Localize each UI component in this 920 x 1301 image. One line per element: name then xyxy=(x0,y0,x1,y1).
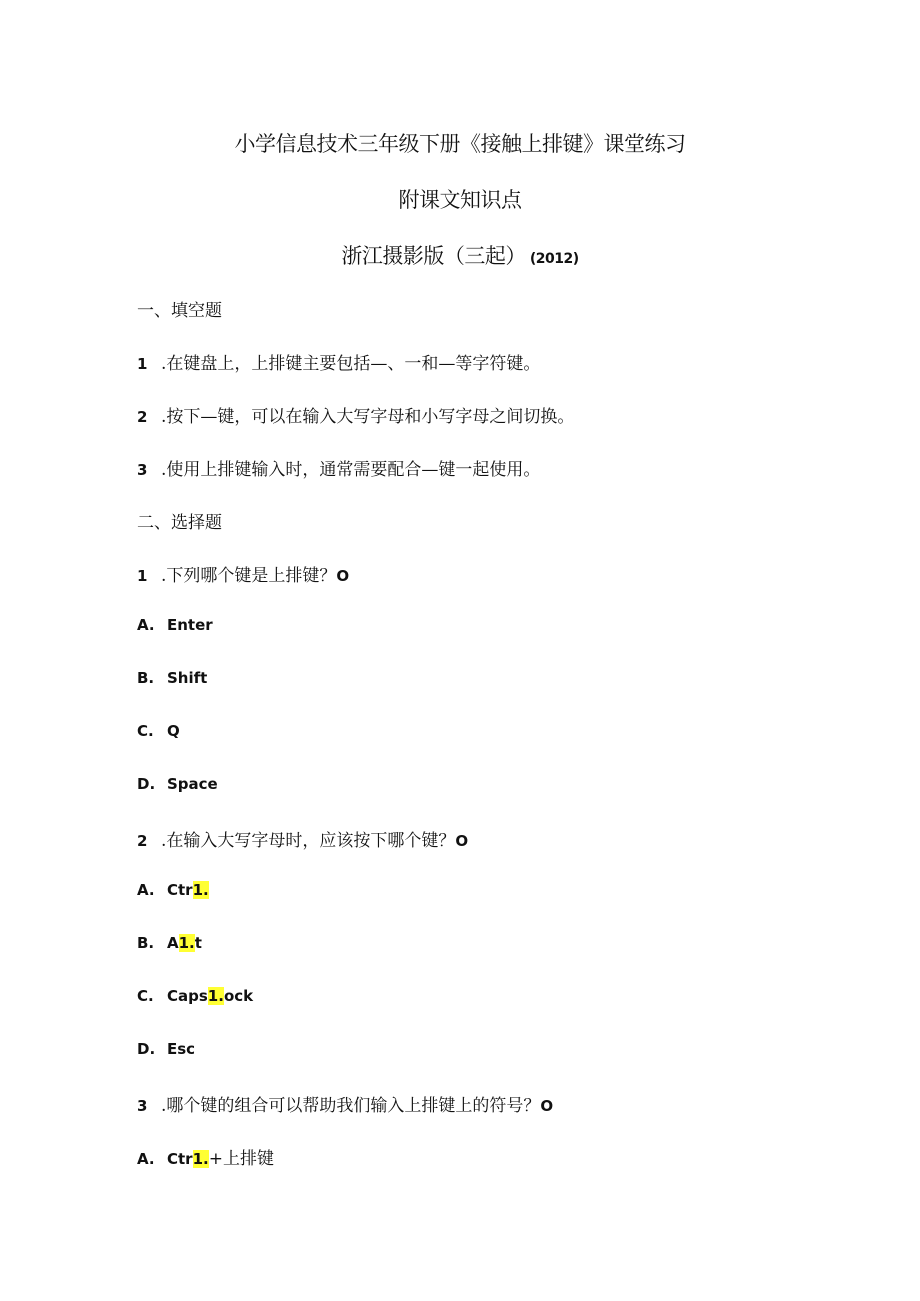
fill-blank-item xyxy=(137,402,574,427)
option-letter: A. xyxy=(137,1150,155,1168)
question-text: .哪个键的组合可以帮助我们输入上排键上的符号？ xyxy=(161,1096,541,1116)
option-letter: B. xyxy=(137,669,155,687)
option-letter: D. xyxy=(137,1040,156,1058)
option-text-pre: Esc xyxy=(167,1040,196,1058)
question-number: 2 xyxy=(137,832,148,850)
option-a xyxy=(137,1144,274,1169)
option-letter: B. xyxy=(137,934,155,952)
document-edition xyxy=(0,240,920,270)
answer-blank-mark: O xyxy=(540,1097,554,1115)
item-text: .在键盘上，上排键主要包括—、一和—等字符键。 xyxy=(161,354,541,374)
fill-blank-item xyxy=(137,349,540,374)
fill-blank-item xyxy=(137,455,540,480)
option-text-post: +上排键 xyxy=(208,1149,274,1169)
option-d xyxy=(137,775,218,793)
option-b xyxy=(137,669,207,687)
option-text-post: ock xyxy=(223,987,254,1005)
option-c xyxy=(137,722,180,740)
highlighted-text: 1. xyxy=(192,881,209,899)
option-text-pre: Ctr xyxy=(167,1150,193,1168)
question-text: .下列哪个键是上排键？ xyxy=(161,566,337,586)
answer-blank-mark: O xyxy=(455,832,469,850)
highlighted-text: 1. xyxy=(178,934,195,952)
section-heading-choice: 二、选择题 xyxy=(137,513,222,533)
item-number: 1 xyxy=(137,355,148,373)
item-text: .按下—键，可以在输入大写字母和小写字母之间切换。 xyxy=(161,407,575,427)
item-text: .使用上排键输入时，通常需要配合—键一起使用。 xyxy=(161,460,541,480)
choice-question-3 xyxy=(137,1091,553,1116)
option-a xyxy=(137,616,213,634)
option-text: Enter xyxy=(167,616,213,634)
document-title: 小学信息技术三年级下册《接触上排键》课堂练习 xyxy=(234,132,686,156)
section-heading-fill-blank: 一、填空题 xyxy=(137,301,222,321)
item-number: 3 xyxy=(137,461,148,479)
option-text-post: t xyxy=(194,934,202,952)
option-text: Space xyxy=(167,775,218,793)
choice-question-2 xyxy=(137,826,468,851)
option-text-pre: Ctr xyxy=(167,881,193,899)
option-text: Q xyxy=(167,722,180,740)
option-letter: D. xyxy=(137,775,156,793)
option-d xyxy=(137,1040,195,1058)
edition-name: 浙江摄影版（三起） xyxy=(341,244,526,268)
highlighted-text: 1. xyxy=(192,1150,209,1168)
item-number: 2 xyxy=(137,408,148,426)
option-c xyxy=(137,987,253,1005)
question-text: .在输入大写字母时，应该按下哪个键？ xyxy=(161,831,456,851)
document-subtitle: 附课文知识点 xyxy=(398,188,522,212)
option-letter: A. xyxy=(137,616,155,634)
option-text-pre: A xyxy=(167,934,179,952)
option-letter: C. xyxy=(137,987,154,1005)
edition-year: (2012) xyxy=(529,251,579,267)
option-letter: C. xyxy=(137,722,154,740)
choice-question-1 xyxy=(137,561,349,586)
option-letter: A. xyxy=(137,881,155,899)
option-b xyxy=(137,934,202,952)
option-text-pre: Caps xyxy=(167,987,208,1005)
question-number: 3 xyxy=(137,1097,148,1115)
question-number: 1 xyxy=(137,567,148,585)
option-text: Shift xyxy=(167,669,208,687)
option-a xyxy=(137,881,209,899)
answer-blank-mark: O xyxy=(336,567,350,585)
highlighted-text: 1. xyxy=(207,987,224,1005)
